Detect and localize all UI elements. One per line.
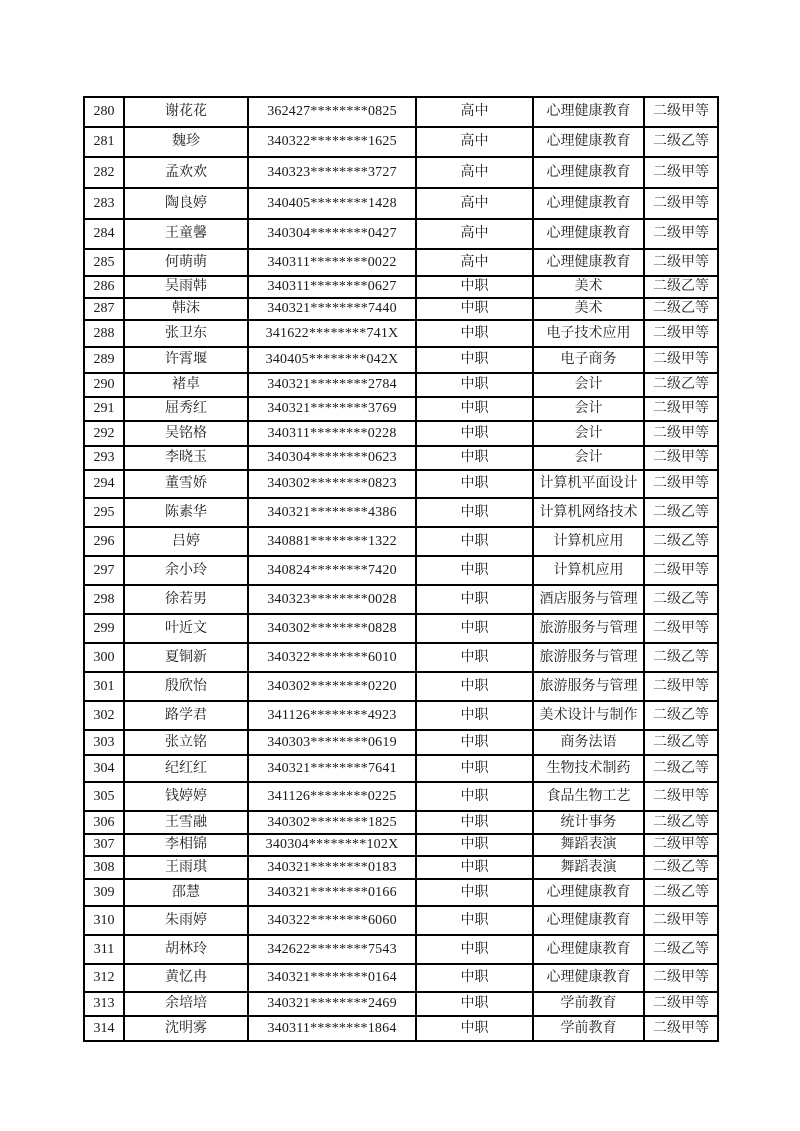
cell-grade: 二级乙等 (644, 879, 718, 906)
cell-education-level: 中职 (416, 879, 533, 906)
cell-subject: 舞蹈表演 (533, 856, 644, 879)
cell-education-level: 中职 (416, 643, 533, 672)
cell-subject: 商务法语 (533, 730, 644, 755)
cell-row-number: 310 (84, 906, 124, 935)
cell-id-number: 341622********741X (248, 320, 416, 347)
cell-subject: 计算机平面设计 (533, 470, 644, 498)
cell-subject: 学前教育 (533, 1016, 644, 1041)
table-row (84, 782, 718, 811)
cell-id-number: 340881********1322 (248, 527, 416, 556)
cell-education-level: 中职 (416, 701, 533, 730)
cell-subject: 美术 (533, 298, 644, 320)
cell-row-number: 282 (84, 157, 124, 188)
table-row (84, 421, 718, 446)
table-row (84, 964, 718, 992)
cell-row-number: 305 (84, 782, 124, 811)
cell-subject: 旅游服务与管理 (533, 643, 644, 672)
cell-education-level: 中职 (416, 397, 533, 421)
cell-grade: 二级甲等 (644, 906, 718, 935)
cell-row-number: 280 (84, 97, 124, 127)
table-row (84, 614, 718, 643)
cell-education-level: 中职 (416, 614, 533, 643)
cell-row-number: 311 (84, 935, 124, 964)
cell-id-number: 340303********0619 (248, 730, 416, 755)
cell-id-number: 340323********3727 (248, 157, 416, 188)
cell-subject: 电子商务 (533, 347, 644, 373)
cell-name: 李相锦 (124, 834, 248, 856)
cell-name: 朱雨婷 (124, 906, 248, 935)
cell-grade: 二级甲等 (644, 556, 718, 585)
table-row (84, 188, 718, 219)
cell-grade: 二级甲等 (644, 446, 718, 470)
cell-subject: 计算机网络技术 (533, 498, 644, 527)
cell-name: 钱婷婷 (124, 782, 248, 811)
cell-row-number: 297 (84, 556, 124, 585)
cell-education-level: 中职 (416, 320, 533, 347)
cell-education-level: 中职 (416, 755, 533, 782)
cell-grade: 二级甲等 (644, 157, 718, 188)
cell-education-level: 中职 (416, 347, 533, 373)
cell-subject: 心理健康教育 (533, 97, 644, 127)
cell-subject: 心理健康教育 (533, 219, 644, 249)
cell-id-number: 340302********0823 (248, 470, 416, 498)
cell-row-number: 291 (84, 397, 124, 421)
qualification-results-table (83, 96, 719, 1042)
cell-grade: 二级乙等 (644, 811, 718, 834)
cell-grade: 二级乙等 (644, 856, 718, 879)
cell-education-level: 中职 (416, 470, 533, 498)
cell-grade: 二级甲等 (644, 320, 718, 347)
cell-id-number: 340311********0022 (248, 249, 416, 276)
cell-name: 张立铭 (124, 730, 248, 755)
cell-name: 屈秀红 (124, 397, 248, 421)
cell-name: 余培培 (124, 992, 248, 1016)
table-row (84, 397, 718, 421)
cell-id-number: 341126********0225 (248, 782, 416, 811)
cell-education-level: 中职 (416, 964, 533, 992)
table-row (84, 219, 718, 249)
cell-id-number: 340321********0166 (248, 879, 416, 906)
cell-education-level: 中职 (416, 373, 533, 397)
cell-row-number: 308 (84, 856, 124, 879)
cell-row-number: 284 (84, 219, 124, 249)
cell-grade: 二级甲等 (644, 782, 718, 811)
cell-grade: 二级甲等 (644, 470, 718, 498)
table-row (84, 556, 718, 585)
cell-id-number: 340405********1428 (248, 188, 416, 219)
cell-id-number: 340322********6010 (248, 643, 416, 672)
cell-row-number: 298 (84, 585, 124, 614)
cell-subject: 心理健康教育 (533, 188, 644, 219)
cell-id-number: 340321********3769 (248, 397, 416, 421)
cell-subject: 心理健康教育 (533, 157, 644, 188)
table-row (84, 157, 718, 188)
cell-subject: 计算机应用 (533, 556, 644, 585)
cell-subject: 计算机应用 (533, 527, 644, 556)
cell-subject: 电子技术应用 (533, 320, 644, 347)
cell-subject: 旅游服务与管理 (533, 672, 644, 701)
table-row (84, 276, 718, 298)
table-row (84, 811, 718, 834)
cell-id-number: 362427********0825 (248, 97, 416, 127)
cell-education-level: 中职 (416, 1016, 533, 1041)
cell-grade: 二级甲等 (644, 347, 718, 373)
cell-name: 夏铜新 (124, 643, 248, 672)
table-row (84, 834, 718, 856)
cell-grade: 二级甲等 (644, 964, 718, 992)
cell-grade: 二级甲等 (644, 614, 718, 643)
cell-grade: 二级甲等 (644, 188, 718, 219)
cell-education-level: 中职 (416, 935, 533, 964)
cell-education-level: 高中 (416, 188, 533, 219)
cell-name: 魏珍 (124, 127, 248, 157)
cell-subject: 统计事务 (533, 811, 644, 834)
cell-education-level: 高中 (416, 157, 533, 188)
cell-education-level: 中职 (416, 527, 533, 556)
cell-name: 董雪娇 (124, 470, 248, 498)
cell-id-number: 340311********0228 (248, 421, 416, 446)
cell-row-number: 306 (84, 811, 124, 834)
cell-name: 陈素华 (124, 498, 248, 527)
cell-row-number: 300 (84, 643, 124, 672)
table-row (84, 347, 718, 373)
cell-education-level: 中职 (416, 585, 533, 614)
table-row (84, 1016, 718, 1041)
cell-education-level: 高中 (416, 249, 533, 276)
cell-subject: 会计 (533, 397, 644, 421)
cell-education-level: 中职 (416, 421, 533, 446)
cell-id-number: 340302********0220 (248, 672, 416, 701)
cell-row-number: 304 (84, 755, 124, 782)
table-row (84, 97, 718, 127)
table-row (84, 249, 718, 276)
cell-name: 邵慧 (124, 879, 248, 906)
cell-grade: 二级甲等 (644, 1016, 718, 1041)
cell-name: 王童馨 (124, 219, 248, 249)
cell-row-number: 288 (84, 320, 124, 347)
table-row (84, 906, 718, 935)
cell-grade: 二级乙等 (644, 755, 718, 782)
cell-name: 王雪融 (124, 811, 248, 834)
cell-id-number: 340321********7440 (248, 298, 416, 320)
cell-education-level: 高中 (416, 127, 533, 157)
cell-id-number: 340824********7420 (248, 556, 416, 585)
table-body (84, 97, 718, 1041)
cell-row-number: 285 (84, 249, 124, 276)
cell-subject: 美术 (533, 276, 644, 298)
cell-name: 何萌萌 (124, 249, 248, 276)
cell-row-number: 294 (84, 470, 124, 498)
cell-subject: 酒店服务与管理 (533, 585, 644, 614)
table-row (84, 879, 718, 906)
cell-row-number: 286 (84, 276, 124, 298)
cell-grade: 二级乙等 (644, 585, 718, 614)
cell-education-level: 中职 (416, 906, 533, 935)
cell-grade: 二级甲等 (644, 97, 718, 127)
cell-id-number: 340302********0828 (248, 614, 416, 643)
cell-name: 路学君 (124, 701, 248, 730)
cell-subject: 会计 (533, 373, 644, 397)
cell-row-number: 307 (84, 834, 124, 856)
cell-id-number: 342622********7543 (248, 935, 416, 964)
cell-education-level: 中职 (416, 298, 533, 320)
cell-education-level: 中职 (416, 811, 533, 834)
cell-education-level: 中职 (416, 730, 533, 755)
cell-id-number: 340322********1625 (248, 127, 416, 157)
cell-grade: 二级甲等 (644, 992, 718, 1016)
cell-grade: 二级乙等 (644, 701, 718, 730)
cell-grade: 二级甲等 (644, 249, 718, 276)
cell-name: 吕婷 (124, 527, 248, 556)
cell-subject: 美术设计与制作 (533, 701, 644, 730)
table-row (84, 498, 718, 527)
cell-subject: 心理健康教育 (533, 127, 644, 157)
table-row (84, 755, 718, 782)
cell-education-level: 中职 (416, 992, 533, 1016)
cell-grade: 二级乙等 (644, 498, 718, 527)
cell-row-number: 299 (84, 614, 124, 643)
cell-id-number: 340321********2784 (248, 373, 416, 397)
cell-education-level: 中职 (416, 276, 533, 298)
cell-id-number: 340321********7641 (248, 755, 416, 782)
cell-name: 沈明雾 (124, 1016, 248, 1041)
cell-id-number: 340311********0627 (248, 276, 416, 298)
cell-grade: 二级甲等 (644, 397, 718, 421)
cell-name: 王雨琪 (124, 856, 248, 879)
cell-grade: 二级甲等 (644, 219, 718, 249)
cell-id-number: 340322********6060 (248, 906, 416, 935)
cell-row-number: 296 (84, 527, 124, 556)
cell-name: 叶近文 (124, 614, 248, 643)
cell-subject: 心理健康教育 (533, 964, 644, 992)
cell-id-number: 340311********1864 (248, 1016, 416, 1041)
cell-row-number: 287 (84, 298, 124, 320)
cell-row-number: 313 (84, 992, 124, 1016)
table-row (84, 701, 718, 730)
cell-id-number: 340321********0183 (248, 856, 416, 879)
cell-name: 吴铭格 (124, 421, 248, 446)
table-row (84, 992, 718, 1016)
cell-subject: 旅游服务与管理 (533, 614, 644, 643)
table-row (84, 527, 718, 556)
cell-name: 谢花花 (124, 97, 248, 127)
table-row (84, 643, 718, 672)
cell-subject: 会计 (533, 446, 644, 470)
table-row (84, 730, 718, 755)
cell-row-number: 302 (84, 701, 124, 730)
cell-education-level: 高中 (416, 97, 533, 127)
cell-name: 胡林玲 (124, 935, 248, 964)
cell-name: 孟欢欢 (124, 157, 248, 188)
cell-grade: 二级甲等 (644, 834, 718, 856)
cell-row-number: 293 (84, 446, 124, 470)
cell-subject: 心理健康教育 (533, 935, 644, 964)
cell-name: 余小玲 (124, 556, 248, 585)
cell-education-level: 中职 (416, 672, 533, 701)
cell-id-number: 340321********2469 (248, 992, 416, 1016)
cell-name: 张卫东 (124, 320, 248, 347)
cell-row-number: 283 (84, 188, 124, 219)
cell-row-number: 281 (84, 127, 124, 157)
cell-row-number: 312 (84, 964, 124, 992)
table-row (84, 585, 718, 614)
cell-grade: 二级甲等 (644, 672, 718, 701)
cell-grade: 二级乙等 (644, 730, 718, 755)
cell-name: 许霄堰 (124, 347, 248, 373)
cell-grade: 二级甲等 (644, 421, 718, 446)
cell-grade: 二级乙等 (644, 643, 718, 672)
cell-grade: 二级乙等 (644, 527, 718, 556)
cell-row-number: 309 (84, 879, 124, 906)
cell-subject: 心理健康教育 (533, 249, 644, 276)
cell-subject: 食品生物工艺 (533, 782, 644, 811)
table-row (84, 373, 718, 397)
cell-grade: 二级乙等 (644, 298, 718, 320)
table-row (84, 856, 718, 879)
cell-subject: 舞蹈表演 (533, 834, 644, 856)
cell-name: 韩沫 (124, 298, 248, 320)
cell-id-number: 340323********0028 (248, 585, 416, 614)
cell-education-level: 中职 (416, 782, 533, 811)
cell-id-number: 340405********042X (248, 347, 416, 373)
cell-subject: 会计 (533, 421, 644, 446)
cell-id-number: 340321********4386 (248, 498, 416, 527)
cell-row-number: 289 (84, 347, 124, 373)
cell-grade: 二级乙等 (644, 276, 718, 298)
cell-id-number: 340304********102X (248, 834, 416, 856)
table-row (84, 446, 718, 470)
cell-subject: 心理健康教育 (533, 879, 644, 906)
cell-id-number: 341126********4923 (248, 701, 416, 730)
cell-row-number: 292 (84, 421, 124, 446)
cell-id-number: 340304********0623 (248, 446, 416, 470)
cell-name: 吴雨韩 (124, 276, 248, 298)
cell-name: 褚卓 (124, 373, 248, 397)
table-row (84, 470, 718, 498)
cell-name: 殷欣怡 (124, 672, 248, 701)
table-row (84, 672, 718, 701)
cell-row-number: 301 (84, 672, 124, 701)
cell-name: 纪红红 (124, 755, 248, 782)
cell-name: 李晓玉 (124, 446, 248, 470)
cell-education-level: 中职 (416, 834, 533, 856)
cell-id-number: 340321********0164 (248, 964, 416, 992)
cell-name: 徐若男 (124, 585, 248, 614)
cell-row-number: 303 (84, 730, 124, 755)
cell-education-level: 高中 (416, 219, 533, 249)
cell-id-number: 340304********0427 (248, 219, 416, 249)
cell-id-number: 340302********1825 (248, 811, 416, 834)
cell-education-level: 中职 (416, 856, 533, 879)
table-row (84, 127, 718, 157)
cell-education-level: 中职 (416, 556, 533, 585)
cell-subject: 生物技术制药 (533, 755, 644, 782)
table-row (84, 935, 718, 964)
table-row (84, 320, 718, 347)
cell-name: 黄忆冉 (124, 964, 248, 992)
cell-name: 陶良婷 (124, 188, 248, 219)
cell-row-number: 290 (84, 373, 124, 397)
cell-education-level: 中职 (416, 446, 533, 470)
cell-subject: 心理健康教育 (533, 906, 644, 935)
cell-grade: 二级乙等 (644, 935, 718, 964)
cell-grade: 二级乙等 (644, 373, 718, 397)
table-row (84, 298, 718, 320)
cell-row-number: 295 (84, 498, 124, 527)
cell-row-number: 314 (84, 1016, 124, 1041)
cell-education-level: 中职 (416, 498, 533, 527)
cell-grade: 二级乙等 (644, 127, 718, 157)
cell-subject: 学前教育 (533, 992, 644, 1016)
